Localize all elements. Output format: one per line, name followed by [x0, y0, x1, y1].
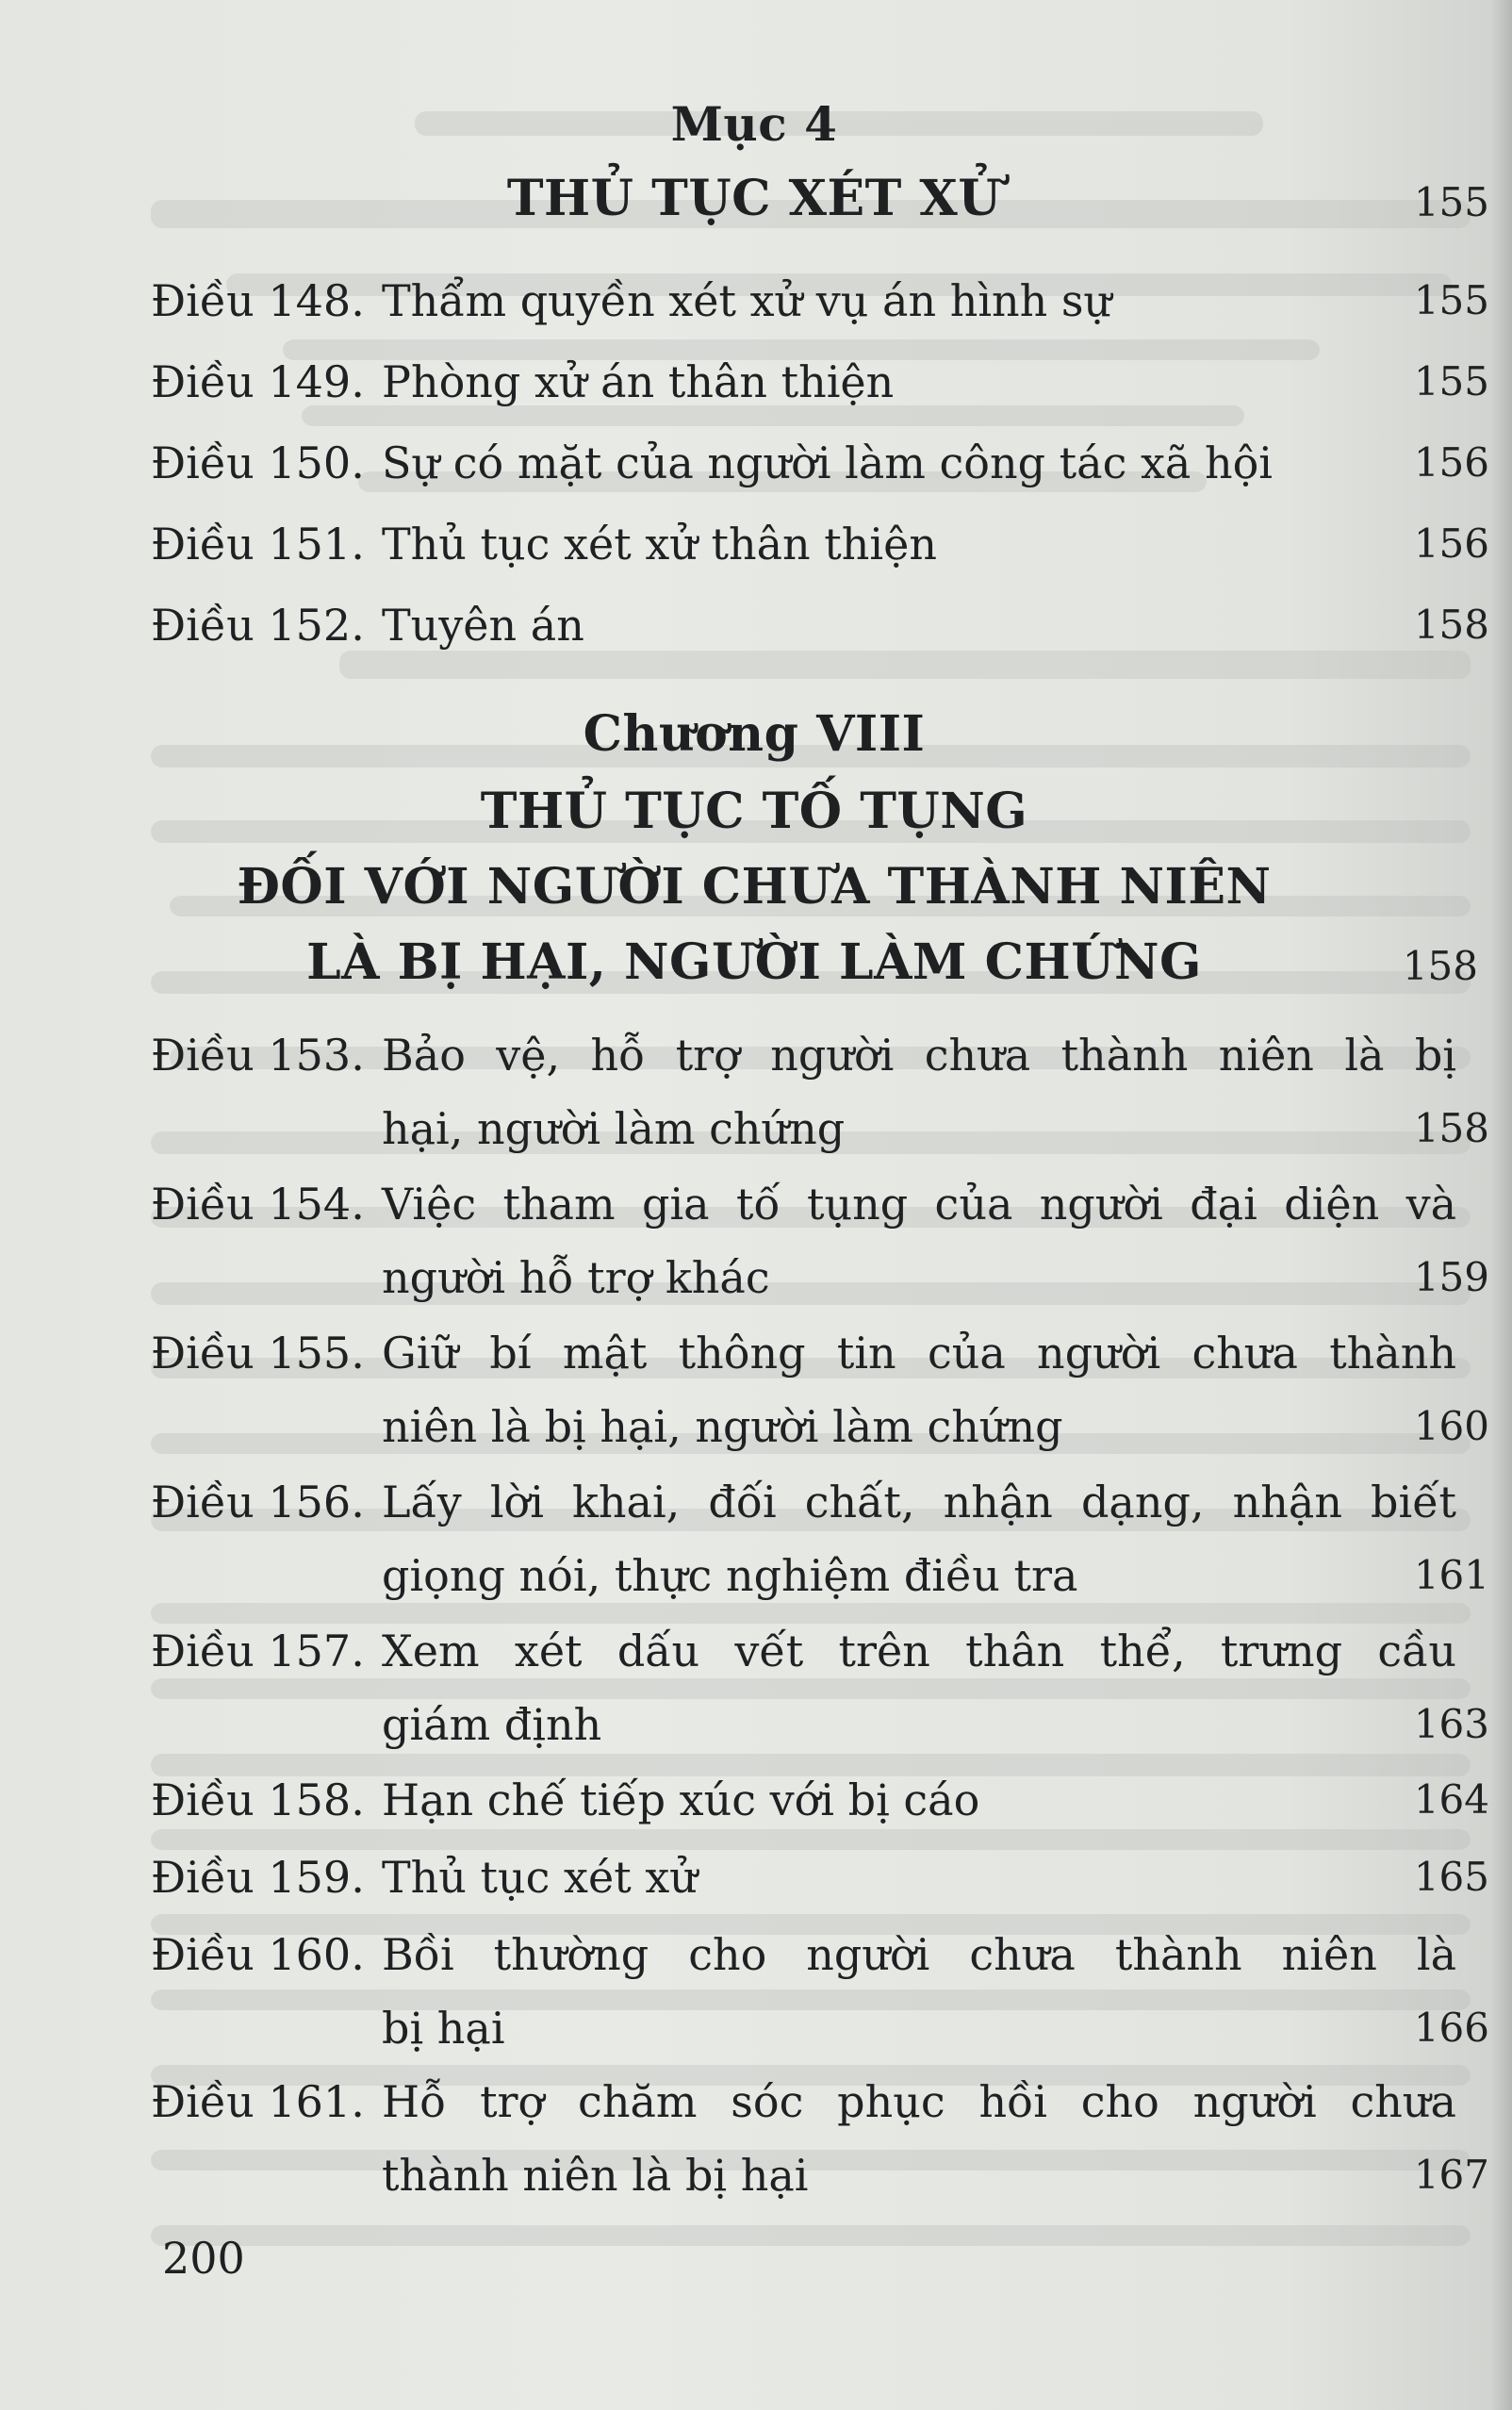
entry-title-line: Hỗ trợ chăm sóc phục hồi cho người chưa — [382, 2076, 1456, 2127]
entry-label: Điều 153. — [151, 1030, 365, 1081]
entry-title-line: Tuyên án — [382, 600, 584, 651]
entry-page: 161 — [1413, 1552, 1489, 1598]
entry-title-line: hại, người làm chứng — [382, 1103, 846, 1154]
entry-title-line: Thủ tục xét xử thân thiện — [382, 519, 937, 569]
entry-page: 167 — [1413, 2152, 1489, 2198]
entry-title-line: Việc tham gia tố tụng của người đại diện và — [382, 1179, 1456, 1230]
entry-page: 158 — [1413, 602, 1489, 648]
entry-page: 159 — [1413, 1254, 1489, 1300]
entry-page: 156 — [1413, 520, 1489, 567]
entry-title-line: người hỗ trợ khác — [382, 1252, 770, 1303]
entry-label: Điều 152. — [151, 600, 365, 651]
entry-label: Điều 158. — [151, 1774, 365, 1825]
page-gutter-shadow — [1491, 0, 1512, 2410]
entry-label: Điều 159. — [151, 1852, 365, 1903]
entry-title-line: giọng nói, thực nghiệm điều tra — [382, 1550, 1078, 1601]
entry-title-line: Giữ bí mật thông tin của người chưa thành — [382, 1328, 1456, 1378]
entry-label: Điều 156. — [151, 1477, 365, 1527]
entry-title-line: bị hại — [382, 2003, 505, 2054]
entry-label: Điều 155. — [151, 1328, 365, 1378]
entry-label: Điều 149. — [151, 356, 365, 407]
entry-page: 166 — [1413, 2005, 1489, 2051]
entry-title-line: Phòng xử án thân thiện — [382, 356, 895, 407]
chapter-page-number: 158 — [1402, 943, 1478, 989]
entry-title-line: Xem xét dấu vết trên thân thể, trưng cầu — [382, 1626, 1456, 1676]
entry-label: Điều 154. — [151, 1179, 365, 1230]
entry-page: 155 — [1413, 277, 1489, 323]
entry-page: 165 — [1413, 1854, 1489, 1900]
chapter-label: Chương VIII — [583, 705, 926, 763]
entry-page: 158 — [1413, 1105, 1489, 1151]
entry-label: Điều 157. — [151, 1626, 365, 1676]
chapter-title-line: THỦ TỤC TỐ TỤNG — [480, 783, 1028, 840]
section-page-number: 155 — [1413, 179, 1489, 225]
entry-page: 163 — [1413, 1701, 1489, 1747]
entry-label: Điều 161. — [151, 2076, 365, 2127]
entry-title-line: niên là bị hại, người làm chứng — [382, 1401, 1063, 1452]
section-title: THỦ TỤC XÉT XỬ — [506, 170, 1002, 227]
page-number: 200 — [162, 2233, 245, 2284]
section-label: Mục 4 — [670, 96, 838, 152]
entry-page: 160 — [1413, 1403, 1489, 1449]
entry-page: 155 — [1413, 358, 1489, 404]
entry-label: Điều 150. — [151, 437, 365, 488]
chapter-title-line: LÀ BỊ HẠI, NGƯỜI LÀM CHỨNG — [306, 933, 1202, 991]
entry-title-line: thành niên là bị hại — [382, 2150, 809, 2201]
chapter-title-line: ĐỐI VỚI NGƯỜI CHƯA THÀNH NIÊN — [237, 858, 1272, 916]
entry-title-line: Bảo vệ, hỗ trợ người chưa thành niên là bị — [382, 1030, 1456, 1081]
entry-label: Điều 151. — [151, 519, 365, 569]
entry-label: Điều 160. — [151, 1929, 365, 1980]
entry-page: 156 — [1413, 439, 1489, 486]
entry-title-line: Thủ tục xét xử — [382, 1852, 698, 1903]
entry-page: 164 — [1413, 1776, 1489, 1823]
entry-title-line: Thẩm quyền xét xử vụ án hình sự — [382, 275, 1112, 326]
entry-title-line: Lấy lời khai, đối chất, nhận dạng, nhận biết — [382, 1477, 1456, 1527]
entry-title-line: Bồi thường cho người chưa thành niên là — [382, 1929, 1456, 1980]
entry-title-line: Sự có mặt của người làm công tác xã hội — [382, 437, 1273, 488]
entry-label: Điều 148. — [151, 275, 365, 326]
entry-title-line: Hạn chế tiếp xúc với bị cáo — [382, 1774, 980, 1825]
entry-title-line: giám định — [382, 1699, 602, 1750]
